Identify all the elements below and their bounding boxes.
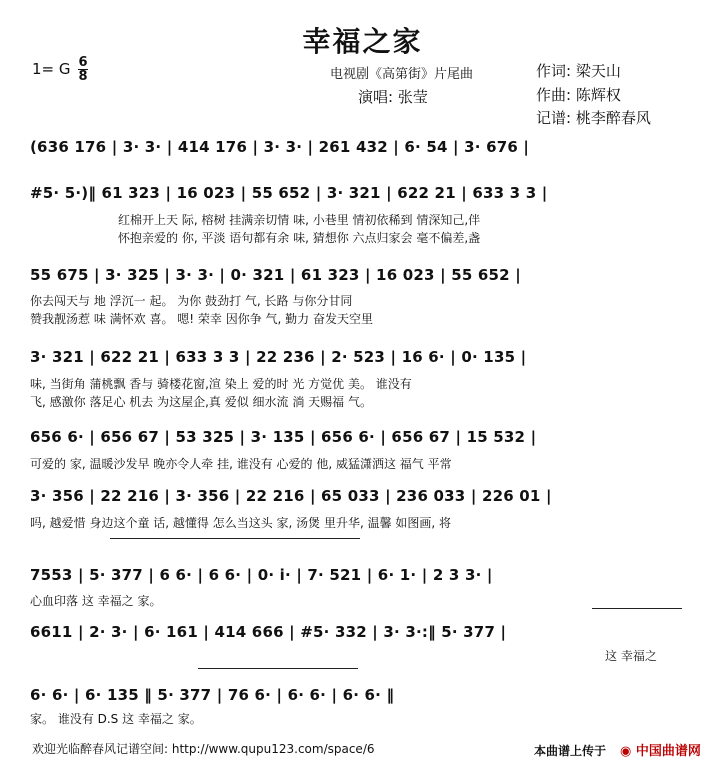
transcriber: 记谱: 桃李醉春风 bbox=[536, 109, 651, 127]
score-line-5: 656 6· | 656 67 | 53 325 | 3· 135 | 656 6· | 656 67 | 15 532 | bbox=[30, 428, 537, 446]
subtitle: 电视剧《高第街》片尾曲 bbox=[330, 67, 474, 82]
score-line-2: #5· 5·)‖ 61 323 | 16 023 | 55 652 | 3· 321 | 622 21 | 633 3 3 | bbox=[30, 184, 548, 202]
lyric-line-2b: 怀抱亲爱的 你, 平淡 语句都有余 味, 猜想你 六点归家会 毫不偏差,盏 bbox=[118, 231, 481, 245]
composer: 作曲: 陈辉权 bbox=[536, 86, 621, 104]
score-line-3: 55 675 | 3· 325 | 3· 3· | 0· 321 | 61 323 | 16 023 | 55 652 | bbox=[30, 266, 521, 284]
volta-bracket-3 bbox=[198, 668, 358, 669]
logo-text: 中国曲谱网 bbox=[635, 744, 701, 759]
lyricist: 作词: 梁天山 bbox=[536, 62, 621, 80]
score-line-8: 6611 | 2· 3· | 6· 161 | 414 666 | #5· 332 | 3· 3·:‖ 5· 377 | bbox=[30, 623, 507, 641]
singer: 演唱: 张莹 bbox=[358, 88, 428, 106]
volta-bracket-1 bbox=[110, 538, 360, 539]
page-title: 幸福之家 bbox=[302, 25, 423, 58]
site-logo[interactable] bbox=[620, 740, 701, 759]
time-signature bbox=[78, 56, 88, 83]
lyric-line-4b: 飞, 感激你 落足心 机去 为这屋企,真 爱似 细水流 淌 天赐福 气。 bbox=[30, 395, 372, 409]
logo-icon: ◉ bbox=[620, 744, 632, 759]
score-line-7: 7553 | 5· 377 | 6 6· | 6 6· | 0· i· | 7· 521 | 6· 1· | 2 3 3· | bbox=[30, 566, 493, 584]
time-signature-top: 6 bbox=[78, 55, 88, 70]
footer-link[interactable]: 欢迎光临醉春风记谱空间: http://www.qupu123.com/space/6 bbox=[32, 742, 375, 756]
lyric-line-6: 吗, 越爱惜 身边这个童 话, 越懂得 怎么当这头 家, 汤煲 里升华, 温馨 如图画, 将 bbox=[30, 516, 452, 530]
score-line-6: 3· 356 | 22 216 | 3· 356 | 22 216 | 65 033 | 236 033 | 226 01 | bbox=[30, 487, 552, 505]
lyric-line-7: 心血印落 这 幸福之 家。 bbox=[30, 594, 162, 608]
lyric-line-8: 这 幸福之 bbox=[605, 649, 657, 663]
score-line-4: 3· 321 | 622 21 | 633 3 3 | 22 236 | 2· 523 | 16 6· | 0· 135 | bbox=[30, 348, 527, 366]
upload-label: 本曲谱上传于 bbox=[534, 744, 607, 758]
volta-bracket-2 bbox=[592, 608, 682, 609]
lyric-line-2a: 红棉开上天 际, 榕树 挂满亲切情 味, 小巷里 情初依稀到 情深知己,伴 bbox=[118, 213, 481, 227]
score-line-9: 6· 6· | 6· 135 ‖ 5· 377 | 76 6· | 6· 6· | 6· 6· ‖ bbox=[30, 686, 395, 704]
lyric-line-9: 家。 谁没有 D.S 这 幸福之 家。 bbox=[30, 712, 202, 726]
score-line-1: (636 176 | 3· 3· | 414 176 | 3· 3· | 261 432 | 6· 54 | 3· 676 | bbox=[30, 138, 530, 156]
lyric-line-5: 可爱的 家, 温暖沙发早 晚亦令人牵 挂, 谁没有 心爱的 他, 威猛潇洒这 福气 平常 bbox=[30, 457, 452, 471]
key-signature: 1= G bbox=[32, 60, 71, 78]
lyric-line-3a: 你去闯天与 地 浮沉一 起。 为你 鼓劲打 气, 长路 与你分甘同 bbox=[30, 294, 353, 308]
lyric-line-3b: 赞我靓汤惹 味 满怀欢 喜。 嗯! 荣幸 因你争 气, 勤力 奋发天空里 bbox=[30, 312, 373, 326]
lyric-line-4a: 味, 当街角 蒲桃飘 香与 骑楼花窗,渲 染上 爱的时 光 方觉优 美。 谁没有 bbox=[30, 377, 412, 391]
time-signature-bottom: 8 bbox=[78, 69, 88, 84]
